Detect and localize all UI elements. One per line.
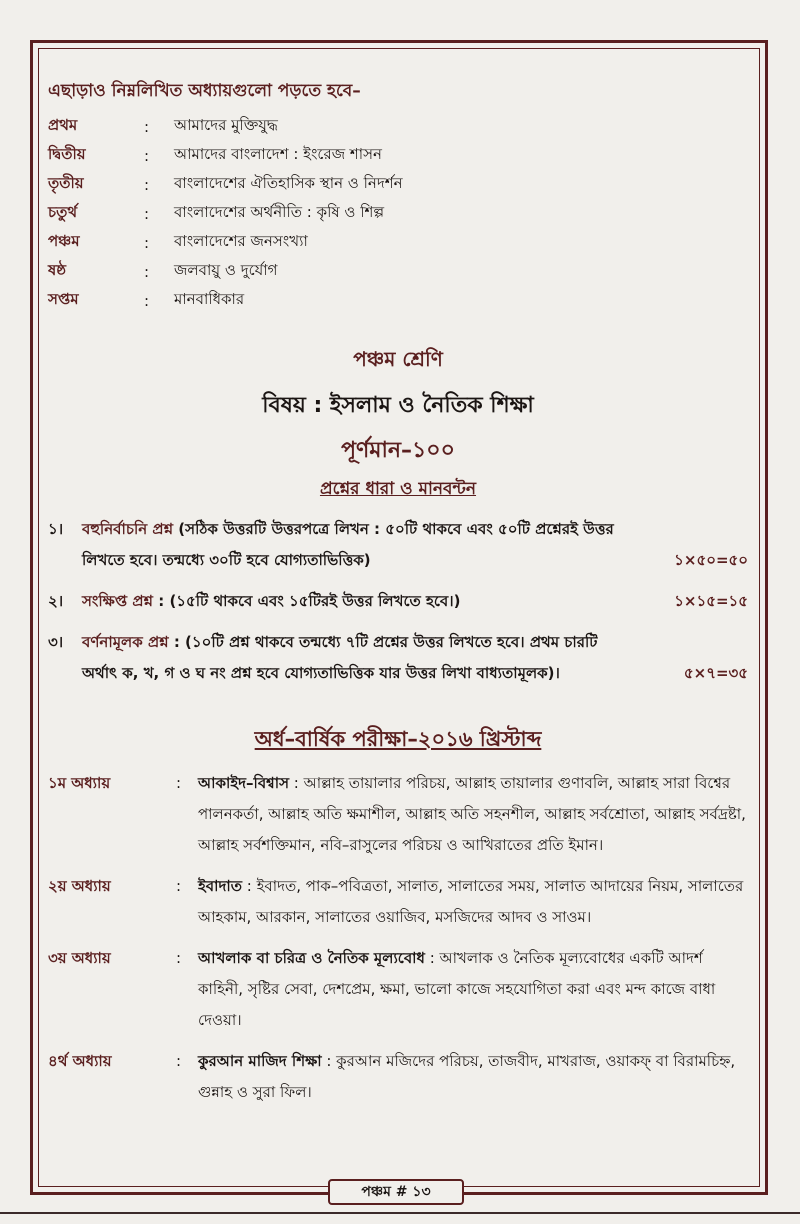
question-label: বহুনির্বাচনি প্রশ্ন xyxy=(82,520,174,538)
chapter-row xyxy=(48,112,748,141)
chapter-number: সপ্তম xyxy=(48,290,79,308)
unit-text xyxy=(198,1046,748,1108)
chapter-number: দ্বিতীয় xyxy=(48,145,86,163)
question-label: বর্ণনামূলক প্রশ্ন xyxy=(82,633,169,651)
unit-number: ১ম অধ্যায় xyxy=(48,774,111,792)
chapter-row xyxy=(48,199,748,228)
colon: : xyxy=(176,877,182,895)
chapter-row xyxy=(48,228,748,257)
question-label: সংক্ষিপ্ত প্রশ্ন xyxy=(82,592,153,610)
question-text xyxy=(82,514,618,576)
unit-label: আকাইদ–বিশ্বাস xyxy=(198,774,289,792)
question-marks: ১×১৫=১৫ xyxy=(674,592,748,610)
page-number-badge: পঞ্চম # ১৩ xyxy=(328,1179,464,1205)
unit-number: ৩য় অধ্যায় xyxy=(48,949,111,967)
unit-label: আখলাক বা চরিত্র ও নৈতিক মূল্যবোধ xyxy=(198,949,425,967)
unit-item xyxy=(48,1046,748,1108)
chapter-number: প্রথম xyxy=(48,116,78,134)
unit-item xyxy=(48,943,748,1036)
question-item xyxy=(48,514,748,576)
chapter-name: বাংলাদেশের অর্থনীতি : কৃষি ও শিল্প xyxy=(174,203,385,221)
unit-text xyxy=(198,943,748,1036)
unit-item xyxy=(48,871,748,933)
colon: : xyxy=(176,1052,182,1070)
chapter-name: মানবাধিকার xyxy=(174,290,245,308)
colon: : xyxy=(144,117,150,136)
unit-detail: : কুরআন মজিদের পরিচয়, তাজবীদ, মাখরাজ, ওয়াকফ্ বা বিরামচিহ্ন, গুন্নাহ ও সুরা ফিল। xyxy=(198,1052,736,1101)
chapter-list xyxy=(48,112,748,315)
colon: : xyxy=(144,233,150,252)
chapter-number: পঞ্চম xyxy=(48,232,80,250)
colon: : xyxy=(144,175,150,194)
exam-title: অর্ধ–বার্ষিক পরীক্ষা–২০১৬ খ্রিস্টাব্দ xyxy=(254,727,542,751)
page-content xyxy=(48,78,748,1108)
chapter-name: আমাদের বাংলাদেশ : ইংরেজ শাসন xyxy=(174,145,382,163)
colon: : xyxy=(176,774,182,792)
unit-detail: : আখলাক ও নৈতিক মূল্যবোধের একটি আদর্শ কাহিনী, সৃষ্টির সেবা, দেশপ্রেম, ক্ষমা, ভালো কাজে সহযোগিতা করা এবং মন্দ কাজে বাধা দেওয়া। xyxy=(198,949,716,1029)
unit-text xyxy=(198,768,748,861)
chapter-row xyxy=(48,141,748,170)
chapter-number: ষষ্ঠ xyxy=(48,261,67,279)
question-detail: : (১৫টি থাকবে এবং ১৫টিরই উত্তর লিখতে হবে।) xyxy=(153,592,461,610)
full-marks: পূর্ণমান–১০০ xyxy=(341,438,455,463)
unit-text xyxy=(198,871,748,933)
question-item xyxy=(48,627,748,689)
chapter-row xyxy=(48,286,748,315)
question-number: ১। xyxy=(48,520,64,538)
question-text xyxy=(82,586,618,617)
chapter-number: চতুর্থ xyxy=(48,203,78,221)
question-item xyxy=(48,586,748,617)
question-marks: ৫×৭=৩৫ xyxy=(683,664,748,682)
colon: : xyxy=(176,949,182,967)
chapter-name: জলবায়ু ও দুর্যোগ xyxy=(174,261,278,279)
colon: : xyxy=(144,204,150,223)
chapter-row xyxy=(48,170,748,199)
unit-item xyxy=(48,768,748,861)
subject-title: বিষয় : ইসলাম ও নৈতিক শিক্ষা xyxy=(262,393,534,418)
chapter-name: বাংলাদেশের জনসংখ্যা xyxy=(174,232,308,250)
question-number: ২। xyxy=(48,592,64,610)
intro-text: এছাড়াও নিম্নলিখিত অধ্যায়গুলো পড়তে হবে– xyxy=(48,81,361,101)
question-number: ৩। xyxy=(48,633,64,651)
bottom-divider xyxy=(0,1212,800,1214)
unit-label: কুরআন মাজিদ শিক্ষা xyxy=(198,1052,322,1070)
colon: : xyxy=(144,146,150,165)
chapter-name: বাংলাদেশের ঐতিহাসিক স্থান ও নিদর্শন xyxy=(174,174,403,192)
unit-number: ৪র্থ অধ্যায় xyxy=(48,1052,112,1070)
chapter-row xyxy=(48,257,748,286)
chapter-number: তৃতীয় xyxy=(48,174,84,192)
unit-label: ইবাদাত xyxy=(198,877,242,895)
colon: : xyxy=(144,291,150,310)
pattern-title: প্রশ্নের ধারা ও মানবন্টন xyxy=(319,479,477,499)
colon: : xyxy=(144,262,150,281)
unit-number: ২য় অধ্যায় xyxy=(48,877,111,895)
question-marks: ১×৫০=৫০ xyxy=(674,551,748,569)
question-detail: : (১০টি প্রশ্ন থাকবে তন্মধ্যে ৭টি প্রশ্নের উত্তর লিখতে হবে। প্রথম চারটি অর্থাৎ ক, খ, গ ও ঘ নং প্রশ্ন হবে যোগ্যতাভিত্তিক যার উত্তর লিখা বাধ্যতামূলক)। xyxy=(82,633,598,682)
chapter-name: আমাদের মুক্তিযুদ্ধ xyxy=(174,116,278,134)
question-text xyxy=(82,627,618,689)
unit-detail: : আল্লাহ তায়ালার পরিচয়, আল্লাহ তায়ালার গুণাবলি, আল্লাহ সারা বিশ্বের পালনকর্তা, আল্লাহ অতি ক্ষমাশীল, আল্লাহ অতি সহনশীল, আল্লাহ সর্বশ্রোতা, আল্লাহ সর্বদ্রষ্টা, আল্লাহ সর্বশক্তিমান, নবি–রাসুলের পরিচয় ও আখিরাতের প্রতি ইমান। xyxy=(198,774,746,854)
class-title: পঞ্চম শ্রেণি xyxy=(353,347,443,371)
question-detail: (সঠিক উত্তরটি উত্তরপত্রে লিখন : ৫০টি থাকবে এবং ৫০টি প্রশ্নেরই উত্তর লিখতে হবে। তন্মধ্যে ৩০টি হবে যোগ্যতাভিত্তিক) xyxy=(82,520,614,569)
unit-detail: : ইবাদত, পাক–পবিত্রতা, সালাত, সালাতের সময়, সালাত আদায়ের নিয়ম, সালাতের আহকাম, আরকান, সালাতের ওয়াজিব, মসজিদের আদব ও সাওম। xyxy=(198,877,744,926)
